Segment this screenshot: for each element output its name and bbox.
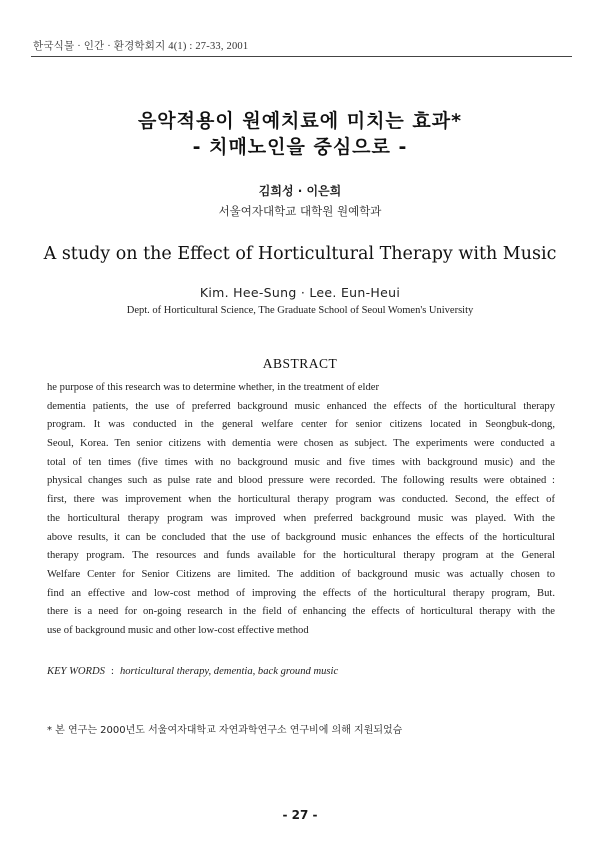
keywords-label: KEY WORDS bbox=[47, 666, 105, 677]
korean-affiliation: 서울여자대학교 대학원 원예학과 bbox=[218, 204, 382, 218]
keywords-separator: : bbox=[110, 666, 114, 677]
korean-subtitle: - 치매노인을 중심으로 - bbox=[192, 136, 408, 158]
english-affiliation: Dept. of Horticultural Science, The Graduate School of Seoul Women's University bbox=[126, 305, 474, 316]
keywords bbox=[47, 666, 338, 677]
header-rule bbox=[31, 56, 572, 57]
abstract-line: program. It was conducted in the general welfare center for senior citizens located in Seongbuk-dong, bbox=[47, 419, 555, 431]
korean-authors: 김희성 · 이은희 bbox=[258, 184, 342, 198]
abstract-line: find an effective and low-cost method of improving the effects of the horticultural therapy program, But. bbox=[47, 587, 555, 599]
journal-header: 한국식물 · 인간 · 환경학회지 4(1) : 27-33, 2001 bbox=[33, 41, 249, 52]
abstract-heading: ABSTRACT bbox=[262, 356, 338, 371]
abstract-line: there is a need for on-going research in the field of enhancing the effects of horticultural therapy with the bbox=[47, 606, 555, 618]
korean-title: 음악적용이 원예치료에 미치는 효과* bbox=[137, 110, 463, 132]
abstract-line: Seoul, Korea. Ten senior citizens with dementia were chosen as subject. The experiments were conducted a bbox=[47, 438, 555, 450]
abstract-line: physical changes such as pulse rate and blood pressure were recorded. The following results were obtained : bbox=[47, 475, 555, 487]
english-title: A study on the Effect of Horticultural Therapy with Music bbox=[43, 244, 557, 264]
abstract-line: first, there was improvement when the horticultural therapy program was conducted. Second, the effect of bbox=[47, 494, 555, 506]
page-number: - 27 - bbox=[282, 808, 318, 822]
abstract-line: therapy program. The resources and funds available for the horticultural therapy program at the General bbox=[47, 550, 555, 562]
abstract-line: he purpose of this research was to determine whether, in the treatment of elder bbox=[47, 382, 379, 393]
keywords-value: horticultural therapy, dementia, back ground music bbox=[119, 666, 339, 677]
abstract-line: total of ten times (five times with no background music and five times with background music) and the bbox=[47, 456, 555, 468]
abstract-line: use of background music and other low-cost effective method bbox=[47, 624, 309, 636]
funding-footnote: * 본 연구는 2000년도 서울여자대학교 자연과학연구소 연구비에 의해 지원되었슴 bbox=[47, 725, 403, 736]
abstract-line: Welfare Center for Senior Citizens are limited. The addition of background music was actually chosen to bbox=[47, 568, 555, 580]
english-authors: Kim. Hee-Sung · Lee. Eun-Heui bbox=[199, 285, 401, 300]
abstract-line: above results, it can be concluded that the use of background music enhances the effects of the horticultural bbox=[47, 531, 555, 543]
abstract-body bbox=[47, 379, 555, 641]
abstract-line: dementia patients, the use of preferred background music enhanced the effects of the horticultural therapy bbox=[47, 400, 555, 412]
abstract-line: the horticultural therapy program was improved when preferred background music was played. With the bbox=[47, 512, 555, 524]
